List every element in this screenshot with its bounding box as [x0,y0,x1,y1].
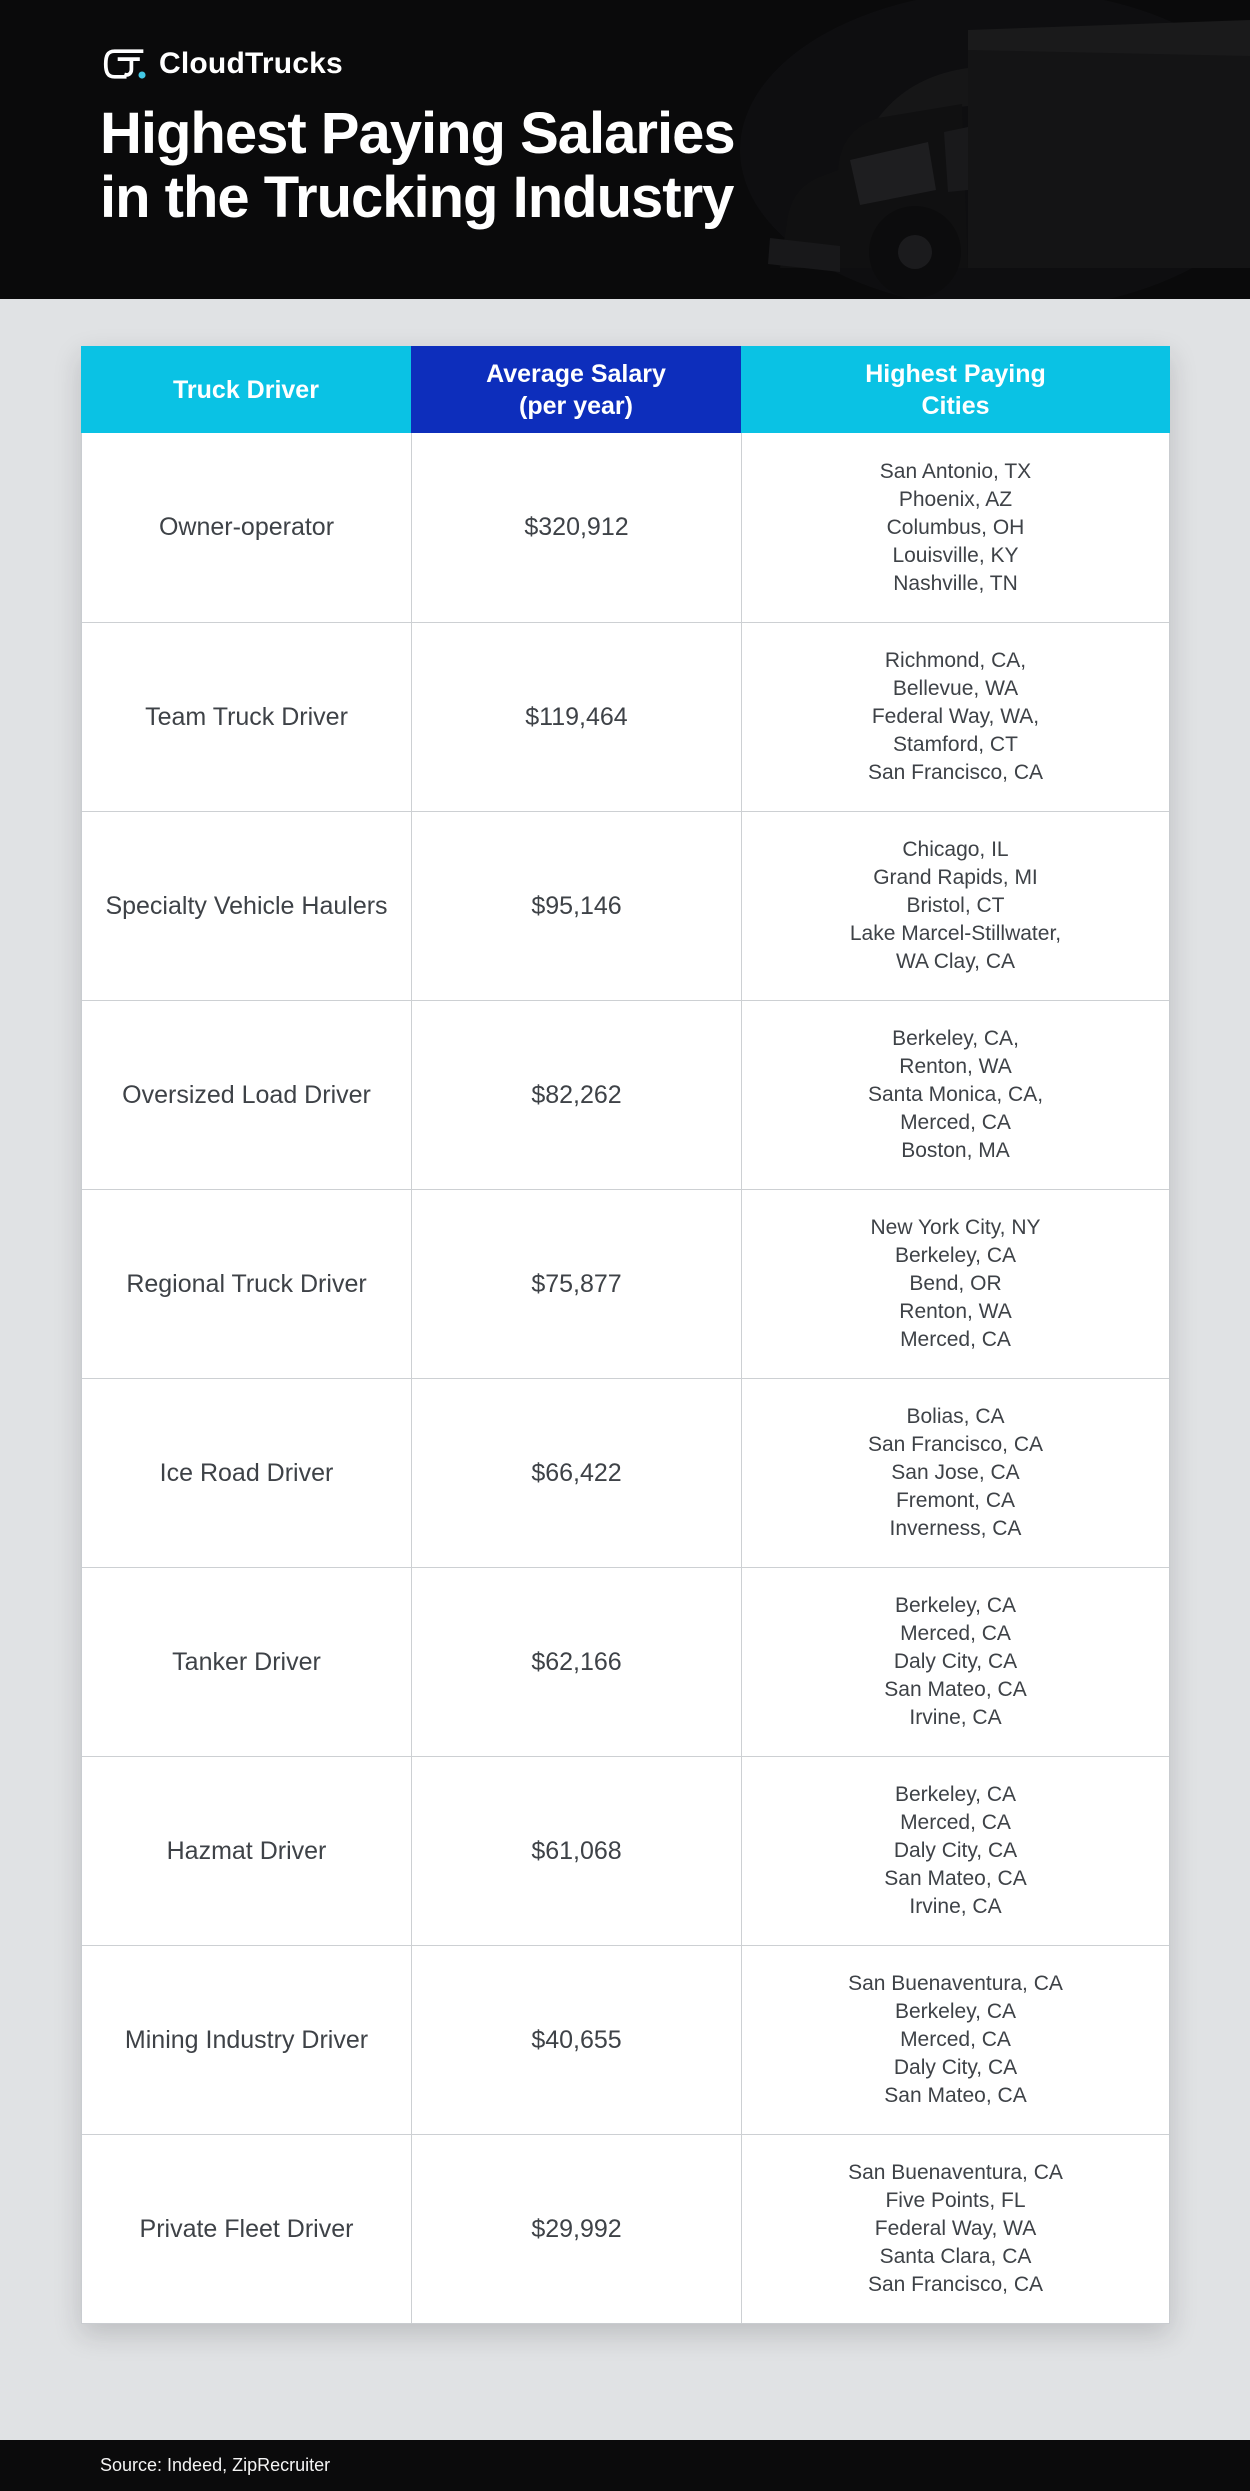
city-line: Inverness, CA [889,1517,1022,1540]
cities-cell [742,1946,1169,2134]
city-line: Richmond, CA, [884,649,1027,672]
city-line: San Mateo, CA [884,1867,1027,1890]
logo-dot [138,72,145,79]
city-line: San Francisco, CA [867,2273,1044,2296]
city-line: Merced, CA [900,1328,1011,1351]
page-title [100,102,735,230]
driver-name-cell [82,2135,412,2323]
city-line: Bellevue, WA [892,677,1019,700]
city-line: Daly City, CA [893,1839,1018,1862]
city-line: Berkeley, CA [895,2000,1016,2023]
salary-value: $66,422 [531,1458,622,1487]
cloudtrucks-logo [100,44,343,84]
table-row [82,622,1169,811]
city-line: Phoenix, AZ [898,487,1013,511]
column-header-line: (per year) [519,391,633,420]
city-line: Santa Clara, CA [879,2245,1032,2268]
driver-name-cell [82,1379,412,1567]
table-header-row [81,346,1170,433]
salary-value: $29,992 [531,2214,622,2243]
city-line: Berkeley, CA [895,1594,1016,1617]
salary-cell [412,812,742,1000]
salary-cell [412,1946,742,2134]
city-line: Five Points, FL [885,2189,1026,2212]
driver-name: Mining Industry Driver [124,2025,369,2054]
city-list [871,1214,1041,1354]
city-line: Daly City, CA [893,1650,1018,1673]
driver-name: Ice Road Driver [159,1458,334,1487]
driver-name: Oversized Load Driver [122,1080,371,1109]
driver-name: Specialty Vehicle Haulers [105,891,388,920]
title-line-1: Highest Paying Salaries [100,101,735,166]
salary-cell [412,1757,742,1945]
city-line: San Antonio, TX [879,459,1032,483]
table-row [82,2134,1169,2323]
city-line: Bolias, CA [906,1405,1005,1428]
city-line: San Mateo, CA [884,2084,1027,2107]
driver-name: Tanker Driver [172,1647,321,1676]
city-line: Santa Monica, CA, [867,1083,1044,1106]
driver-name-cell [82,1001,412,1189]
city-line: Bristol, CT [906,894,1005,917]
cities-cell [742,1379,1169,1567]
table-row [82,1756,1169,1945]
city-line: Boston, MA [901,1139,1010,1162]
source-footer [0,2440,1250,2491]
driver-name: Private Fleet Driver [139,2214,354,2243]
table-body [81,433,1170,2324]
salary-cell [412,433,742,622]
city-line: Federal Way, WA, [871,705,1040,728]
column-header-line: Highest Paying [865,359,1046,388]
city-line: Berkeley, CA [895,1244,1016,1267]
salary-value: $320,912 [524,513,629,541]
salary-cell [412,1190,742,1378]
city-line: Columbus, OH [886,515,1025,539]
city-list [850,836,1061,976]
city-list [884,1592,1026,1732]
table-row [82,811,1169,1000]
salary-value: $40,655 [531,2025,622,2054]
table-row [82,1000,1169,1189]
salary-value: $75,877 [531,1269,622,1298]
city-line: Berkeley, CA [895,1783,1016,1806]
hero-header [0,0,1250,299]
driver-name: Team Truck Driver [145,702,348,731]
city-line: Renton, WA [899,1055,1012,1078]
city-line: Irvine, CA [909,1706,1002,1729]
city-line: Chicago, IL [902,838,1009,861]
salary-value: $61,068 [531,1836,622,1865]
driver-name-cell [82,1946,412,2134]
city-line: Daly City, CA [893,2056,1018,2079]
city-line: New York City, NY [870,1216,1041,1239]
driver-name-cell [82,433,412,622]
driver-name-cell [82,1568,412,1756]
city-line: San Francisco, CA [867,761,1044,784]
table-row [82,1945,1169,2134]
cities-cell [742,1001,1169,1189]
salary-table [81,346,1170,2324]
cities-cell [742,433,1169,622]
city-list [868,1025,1043,1165]
cities-cell [742,812,1169,1000]
driver-name: Hazmat Driver [166,1836,327,1865]
truck-trailer-shape [968,30,1250,268]
source-text: Source: Indeed, ZipRecruiter [100,2455,331,2475]
brand-name: CloudTrucks [159,47,343,80]
table-row [82,1378,1169,1567]
city-line: Renton, WA [899,1300,1012,1323]
driver-name: Owner-operator [158,513,335,541]
city-line: Merced, CA [900,1811,1011,1834]
cities-cell [742,1190,1169,1378]
cities-cell [742,623,1169,811]
table-row [82,1567,1169,1756]
column-header-line: Average Salary [486,359,666,388]
ct-monogram-icon [100,44,146,84]
column-header-line: Truck Driver [173,375,319,404]
cities-cell [742,2135,1169,2323]
city-line: San Buenaventura, CA [848,2161,1063,2184]
cities-cell [742,1568,1169,1756]
driver-name-cell [82,812,412,1000]
city-line: Merced, CA [900,1111,1011,1134]
city-line: Federal Way, WA [874,2217,1037,2240]
city-list [848,2159,1063,2299]
cities-cell [742,1757,1169,1945]
city-line: Stamford, CT [893,733,1018,756]
salary-cell [412,1379,742,1567]
content-area [0,299,1250,2440]
driver-name-cell [82,1190,412,1378]
city-line: Merced, CA [900,1622,1011,1645]
driver-name-cell [82,623,412,811]
salary-value: $95,146 [531,891,622,920]
city-list [868,1403,1043,1543]
city-line: San Francisco, CA [867,1433,1044,1456]
city-line: Nashville, TN [893,571,1018,595]
salary-value: $119,464 [525,702,628,731]
city-line: WA Clay, CA [895,950,1016,973]
city-list [848,1970,1063,2110]
city-list [880,458,1031,598]
city-line: San Buenaventura, CA [848,1972,1063,1995]
column-header-highest-paying-cities [741,346,1170,433]
truck-image [710,0,1250,299]
city-line: Grand Rapids, MI [873,866,1038,889]
salary-cell [412,1001,742,1189]
city-list [884,1781,1026,1921]
table-row [82,433,1169,622]
city-line: San Jose, CA [891,1461,1020,1484]
city-line: Louisville, KY [892,543,1019,567]
city-line: San Mateo, CA [884,1678,1027,1701]
driver-name-cell [82,1757,412,1945]
title-line-2: in the Trucking Industry [100,165,734,230]
city-line: Irvine, CA [909,1895,1002,1918]
salary-cell [412,1568,742,1756]
column-header-line: Cities [921,391,990,420]
table-row [82,1189,1169,1378]
column-header-average-salary [411,346,741,433]
column-header-truck-driver [81,346,411,433]
driver-name: Regional Truck Driver [126,1269,367,1298]
city-list [868,647,1043,787]
city-line: Berkeley, CA, [892,1027,1019,1050]
salary-value: $62,166 [531,1647,622,1676]
city-line: Merced, CA [900,2028,1011,2051]
city-line: Bend, OR [909,1272,1002,1295]
city-line: Fremont, CA [895,1489,1015,1512]
city-line: Lake Marcel-Stillwater, [849,922,1062,945]
salary-cell [412,623,742,811]
salary-value: $82,262 [531,1080,622,1109]
salary-cell [412,2135,742,2323]
